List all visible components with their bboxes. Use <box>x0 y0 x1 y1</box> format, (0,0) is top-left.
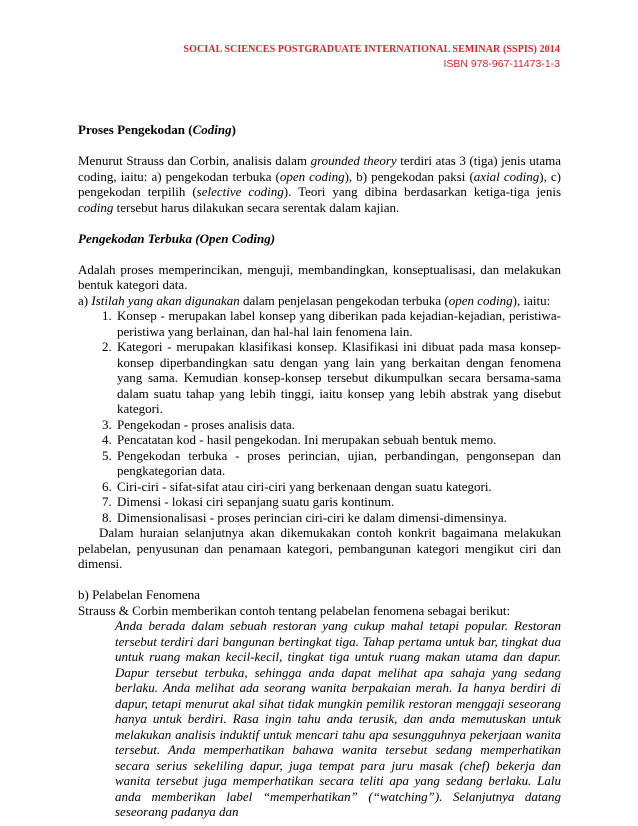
terms-intro-italic-2: open coding <box>448 292 513 308</box>
isbn-header: ISBN 978-967-11473-1-3 <box>443 58 560 70</box>
subheading-open-coding: Pengekodan Terbuka (Open Coding) <box>78 230 276 246</box>
intro-italic-3: axial coding <box>473 168 540 184</box>
list-item: 1. Konsep - merupakan label konsep yang diberikan pada kejadian-kejadian, peristiwa-peristiwa yang berlainan, dan hal-hal lain fenomena lain. <box>115 308 561 339</box>
terms-list <box>78 308 561 525</box>
intro-text-2: terdiri atas 3 (tiga) jenis utama coding, iaitu: a) pengekodan terbuka ( <box>78 153 561 184</box>
intro-paragraph <box>78 153 561 215</box>
list-item: 3. Pengekodan - proses analisis data. <box>115 417 561 433</box>
terms-intro-italic: Istilah yang akan digunakan <box>91 292 240 308</box>
intro-italic-2: open coding <box>279 168 345 184</box>
section-title-italic: Coding <box>192 122 232 137</box>
seminar-header: SOCIAL SCIENCES POSTGRADUATE INTERNATIONAL SEMINAR (SSPIS) 2014 <box>183 44 560 55</box>
intro-italic-4: selective coding <box>196 184 284 199</box>
labeling-intro: Strauss & Corbin memberikan contoh tentang pelabelan fenomena sebagai berikut: <box>78 602 511 618</box>
intro-text-1: Menurut Strauss dan Corbin, analisis dalam <box>78 153 311 168</box>
terms-intro-prefix: a) <box>78 292 92 308</box>
list-item: 4. Pencatatan kod - hasil pengekodan. Ini merupakan sebuah bentuk memo. <box>115 432 561 448</box>
labeling-quote: Anda berada dalam sebuah restoran yang cukup mahal tetapi popular. Restoran tersebut terdiri dari bangunan bertingkat tiga. Tahap pertama untuk bar, tingkat dua untuk ruang makan kecil-kecil, tingkat tiga untuk ruang makan utama dan dapur. Dapur tersebut terbuka, sehingga anda dapat melihat apa sahaja yang sedang berlaku. Anda melihat ada seorang wanita berpakaian merah. Ia hanya berdiri di dapur, tetapi menurut akal sihat tidak mungkin pemilik restoran menggaji seseorang hanya untuk berdiri. Rasa ingin tahu anda terusik, dan anda memutuskan untuk melakukan analisis induktif untuk mencari tahu apa sesungguhnya pekerjaan wanita tersebut. Anda memperhatikan bahawa wanita tersebut sedang memperhatikan secara serius sekeliling dapur, juga tempat para juru masak (chef) bekerja dan wanita tersebut juga memperhatikan secara teliti apa yang sedang berlaku. Lalu anda memberikan label “memperhatikan” (“watching”). Selanjutnya datang seseorang padanya dan <box>115 618 561 819</box>
intro-italic-1: grounded theory <box>310 153 397 168</box>
list-item: 8. Dimensionalisasi - proses perincian ciri-ciri ke dalam dimensi-dimensinya. <box>115 510 561 526</box>
terms-intro-mid: dalam penjelasan pengekodan terbuka ( <box>239 292 449 308</box>
intro-italic-5: coding <box>78 199 114 215</box>
section-title-text: Proses Pengekodan ( <box>78 122 193 137</box>
intro-text-6: tersebut harus dilakukan secara serentak dalam kajian. <box>113 199 400 215</box>
list-item: 6. Ciri-ciri - sifat-sifat atau ciri-ciri yang berkenaan dengan suatu kategori. <box>115 479 561 495</box>
section-title-close: ) <box>231 122 236 137</box>
document-body <box>78 122 561 820</box>
list-item: 2. Kategori - merupakan klasifikasi konsep. Klasifikasi ini dibuat pada masa konsep-konsep diperbandingkan satu dengan yang lain yang berkaitan dengan fenomena yang sama. Kemudian konsep-konsep tersebut dikumpulkan secara bersama-sama dalam suatu tahap yang lebih tinggi, iaitu konsep yang lebih abstrak yang disebut kategori. <box>115 339 561 417</box>
section-title <box>78 122 561 138</box>
terms-intro-end: ), iaitu: <box>512 292 551 308</box>
list-item: 5. Pengekodan terbuka - proses perincian, ujian, perbandingan, pengonsepan dan pengkategorian data. <box>115 448 561 479</box>
labeling-heading: b) Pelabelan Fenomena <box>78 587 201 602</box>
intro-text-4: ), c) pengekodan terpilih ( <box>78 168 561 199</box>
intro-text-3: ), b) pengekodan paksi ( <box>344 168 474 184</box>
open-coding-definition: Adalah proses memperincikan, menguji, membandingkan, konseptualisasi, dan melakukan bentuk kategori data. <box>78 261 561 292</box>
intro-text-5: ). Teori yang dibina berdasarkan ketiga-tiga jenis <box>283 184 562 199</box>
list-item: 7. Dimensi - lokasi ciri sepanjang suatu garis kontinum. <box>115 494 561 510</box>
closing-paragraph: Dalam huraian selanjutnya akan dikemukakan contoh konkrit bagaimana melakukan pelabelan, penyusunan dan penamaan kategori, pembangunan kategori mengikut ciri dan dimensi. <box>78 525 561 571</box>
terms-intro <box>78 293 561 309</box>
